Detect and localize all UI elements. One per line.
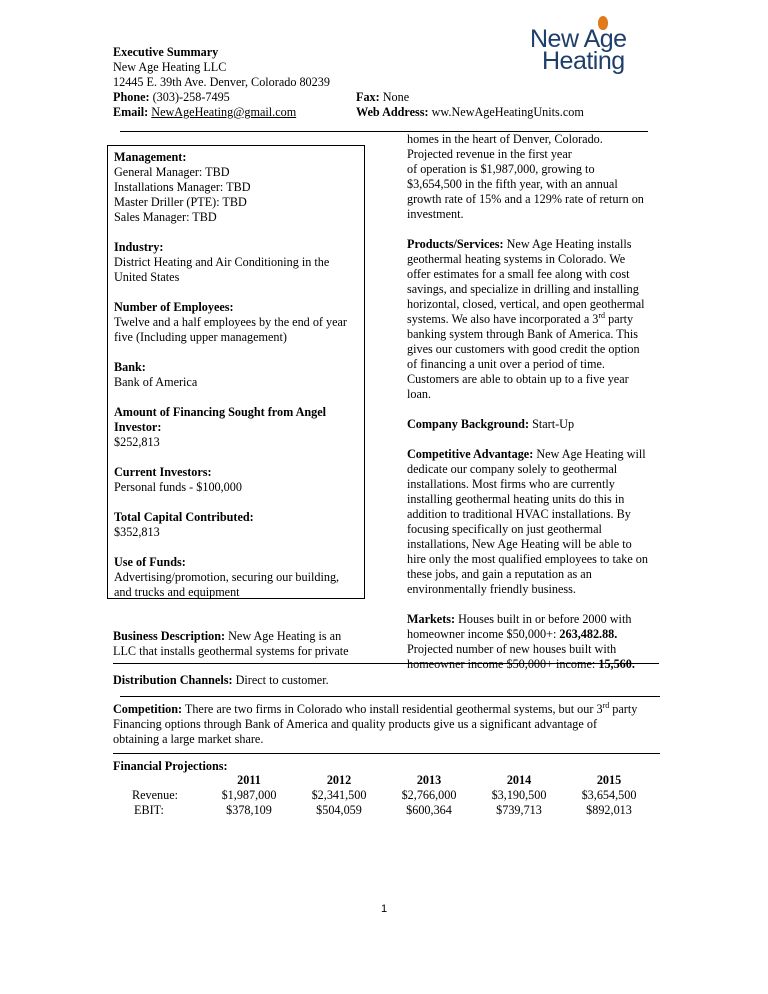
capital-amount: $352,813 [114,525,160,539]
row-label: Revenue: [132,788,179,802]
superscript: rd [602,700,610,710]
company-address: 12445 E. 39th Ave. Denver, Colorado 80239 [113,75,330,89]
fax-line [356,90,584,105]
products-section [407,237,657,402]
logo-line2: Heating [542,47,625,75]
products-text: of financing a unit over a period of time. [407,357,605,371]
advantage-text: environmentally friendly business. [407,582,576,596]
table-cell: $2,766,000 [401,788,457,802]
table-cell: $1,987,000 [221,788,277,802]
advantage-section [407,447,657,597]
divider-distribution [120,696,660,697]
year-header: 2011 [237,773,261,787]
products-text: gives our customers with good credit the option [407,342,640,356]
employees-text: Twelve and a half employees by the end of year [114,315,347,329]
divider-competition [113,753,660,754]
header [113,45,330,120]
employees-text: five (Including upper management) [114,330,287,344]
management-section [114,150,360,225]
competition-section [113,702,637,747]
table-cell: $3,190,500 [491,788,547,802]
table-row [114,788,654,803]
year-header: 2014 [506,773,532,787]
page-number: 1 [380,903,388,915]
competition-label: Competition: [113,702,183,716]
products-text: horizontal, closed, vertical, and open geothermal [407,297,645,311]
table-cell: $378,109 [226,803,272,817]
advantage-text: installations. Most firms who are currently [407,477,615,491]
distribution-label: Distribution Channels: [113,673,233,687]
row-label: EBIT: [134,803,164,817]
intro-text: homes in the heart of Denver, Colorado. [407,132,603,146]
management-label: Management: [114,150,187,164]
markets-text: homeowner income $50,000+: [407,627,560,641]
employees-section [114,300,360,345]
advantage-label: Competitive Advantage: [407,447,534,461]
bank-text: Bank of America [114,375,198,389]
bank-label: Bank: [114,360,146,374]
summary-box [107,145,365,599]
products-text: New Age Heating installs [503,237,632,251]
products-text: savings, and specialize in drilling and installing [407,282,639,296]
year-header: 2013 [416,773,442,787]
financing-label: Amount of Financing Sought from Angel [114,405,327,419]
industry-text: United States [114,270,180,284]
intro-text: of operation is $1,987,000, growing to [407,162,595,176]
table-cell: $2,341,500 [311,788,367,802]
right-column [407,132,657,672]
email-link[interactable]: NewAgeHeating@gmail.com [151,105,297,119]
advantage-text: dedicate our company solely to geothermal [407,462,618,476]
competition-text: obtaining a large market share. [113,732,264,746]
competition-text: party [609,702,638,716]
management-item: Installations Manager: TBD [114,180,251,194]
superscript: rd [598,310,606,320]
products-text: geothermal heating systems in Colorado. We [407,252,626,266]
funds-section [114,555,360,600]
financing-amount: $252,813 [114,435,160,449]
industry-text: District Heating and Air Conditioning in the [114,255,330,269]
fax-value: None [382,90,410,104]
doc-title: Executive Summary [113,45,219,59]
intro-text: Projected revenue in the first year [407,147,572,161]
business-description [113,629,349,659]
distribution-line [113,673,329,688]
advantage-text: installing geothermal heating units do this in [407,492,625,506]
markets-label: Markets: [407,612,456,626]
advantage-text: addition to traditional HVAC installations. By [407,507,631,521]
business-text: LLC that installs geothermal systems for private [113,644,349,658]
advantage-text: hire only the most qualified employees to take on [407,552,648,566]
competition-text: Financing options through Bank of America and quality products give us a significant advantage of [113,717,598,731]
capital-label: Total Capital Contributed: [114,510,254,524]
markets-text: Projected number of new houses built with [407,642,617,656]
phone-label: Phone: [113,90,150,104]
web-line [356,105,584,120]
industry-section [114,240,360,285]
divider-business [113,663,659,664]
products-label: Products/Services: [407,237,504,251]
products-text: Customers are able to obtain up to a five year [407,372,629,386]
investors-label: Current Investors: [114,465,212,479]
products-text: banking system through Bank of America. This [407,327,638,341]
bank-section [114,360,360,390]
distribution-text: Direct to customer. [232,673,329,687]
markets-value: 263,482.88. [559,627,618,641]
funds-label: Use of Funds: [114,555,186,569]
markets-value: 15,560. [598,657,635,671]
company-name: New Age Heating LLC [113,60,227,74]
logo-line1: New Age [530,25,627,53]
funds-text: and trucks and equipment [114,585,240,599]
financial-table [114,773,654,818]
year-header: 2012 [326,773,352,787]
products-text: offer estimates for a small fee along with cost [407,267,630,281]
table-cell: $892,013 [586,803,632,817]
web-address[interactable]: ww.NewAgeHeatingUnits.com [431,105,584,119]
email-line [113,105,330,120]
fax-label: Fax: [356,90,380,104]
intro-text: growth rate of 15% and a 129% rate of return on [407,192,644,206]
products-text: systems. We also have incorporated a 3 [407,312,599,326]
industry-label: Industry: [114,240,164,254]
advantage-text: New Age Heating will [533,447,646,461]
financing-section [114,405,360,450]
management-item: Sales Manager: TBD [114,210,217,224]
email-label: Email: [113,105,149,119]
background-section [407,417,657,432]
intro-text: investment. [407,207,464,221]
management-item: Master Driller (PTE): TBD [114,195,247,209]
products-text: loan. [407,387,432,401]
table-row [114,803,654,818]
company-logo [528,22,648,78]
year-header: 2015 [596,773,622,787]
table-row [114,773,654,788]
funds-text: Advertising/promotion, securing our building, [114,570,340,584]
background-label: Company Background: [407,417,530,431]
employees-label: Number of Employees: [114,300,234,314]
financial-label: Financial Projections: [113,759,228,773]
business-label: Business Description: [113,629,226,643]
intro-section [407,132,657,222]
web-label: Web Address: [356,105,429,119]
advantage-text: focusing specifically on just geothermal [407,522,602,536]
business-text: New Age Heating is an [225,629,342,643]
competition-text: There are two firms in Colorado who install residential geothermal systems, but our 3 [182,702,603,716]
markets-text: homeowner income $50,000+ income: [407,657,599,671]
advantage-text: installations, New Age Heating will be able to [407,537,632,551]
phone-line [113,90,330,105]
table-cell: $739,713 [496,803,542,817]
products-text: party [605,312,634,326]
intro-text: $3,654,500 in the fifth year, with an annual [407,177,618,191]
table-cell: $3,654,500 [581,788,637,802]
background-text: Start-Up [529,417,575,431]
table-cell: $504,059 [316,803,362,817]
capital-section [114,510,360,540]
advantage-text: these jobs, and gain a reputation as an [407,567,592,581]
header-right [356,90,584,120]
markets-text: Houses built in or before 2000 with [455,612,632,626]
table-cell: $600,364 [406,803,452,817]
financing-label: Investor: [114,420,162,434]
investors-section [114,465,360,495]
investors-text: Personal funds - $100,000 [114,480,242,494]
phone-value: (303)-258-7495 [152,90,230,104]
management-item: General Manager: TBD [114,165,230,179]
